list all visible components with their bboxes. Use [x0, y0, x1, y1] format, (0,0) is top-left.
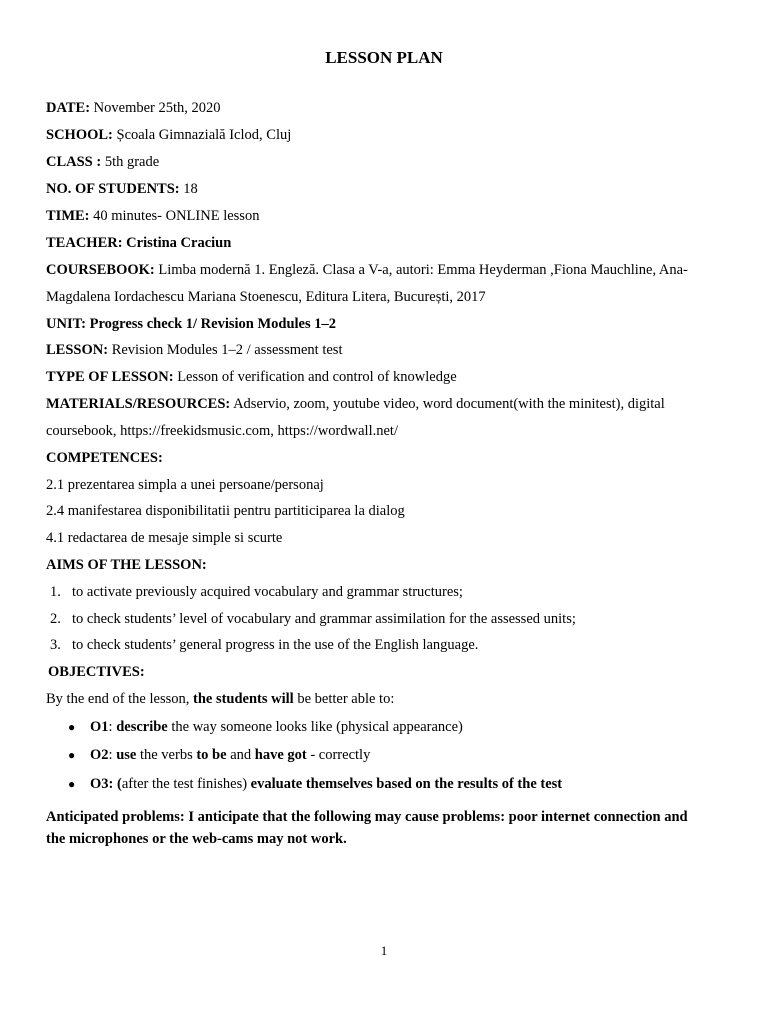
competence-item: 2.1 prezentarea simpla a unei persoane/personaj	[46, 477, 324, 493]
time-value: 40 minutes- ONLINE lesson	[89, 208, 260, 224]
teacher-label: TEACHER:	[46, 235, 123, 251]
o1-code: O1	[90, 719, 109, 735]
type-value: Lesson of verification and control of knowledge	[173, 369, 457, 385]
aim-item: to check students’ general progress in the use of the English language.	[72, 637, 479, 653]
students-label: NO. OF STUDENTS:	[46, 181, 180, 197]
lesson-label: LESSON:	[46, 342, 109, 358]
objectives-intro	[46, 691, 728, 708]
o2-to-be: to be	[196, 747, 227, 763]
o3-rest: evaluate themselves based on the results of the test	[247, 776, 563, 792]
bullet-icon: ●	[68, 777, 76, 791]
date-line	[46, 100, 728, 117]
o3-mid: after the test finishes)	[121, 776, 248, 792]
coursebook-label: COURSEBOOK:	[46, 262, 155, 278]
lesson-line	[46, 342, 728, 359]
class-line	[46, 154, 728, 171]
o1-rest: the way someone looks like (physical appearance)	[167, 719, 463, 735]
o2-have-got: have got	[254, 747, 307, 763]
intro-text: By the end of the lesson,	[46, 691, 193, 707]
intro-text-end: be better able to:	[293, 691, 395, 707]
materials-value: Adservio, zoom, youtube video, word document(with the minitest), digital	[230, 396, 665, 412]
o2-rest: - correctly	[306, 747, 371, 763]
o2-mid: the verbs	[136, 747, 197, 763]
materials-label: MATERIALS/RESOURCES:	[46, 396, 231, 412]
o2-code: O2	[90, 747, 109, 763]
o3-paren: (	[113, 776, 122, 792]
coursebook-value: Limba modernă 1. Engleză. Clasa a V-a, autori: Emma Heyderman ,Fiona Mauchline, Ana-	[154, 262, 688, 278]
students-line	[46, 181, 728, 198]
unit-line	[46, 316, 728, 333]
date-label: DATE:	[46, 100, 91, 116]
class-label: CLASS :	[46, 154, 102, 170]
school-line	[46, 127, 728, 144]
time-line	[46, 208, 728, 225]
unit-value: Progress check 1/ Revision Modules 1–2	[86, 316, 336, 332]
o1-verb: describe	[116, 719, 168, 735]
bullet-icon: ●	[68, 720, 76, 734]
o2-verb: use	[116, 747, 137, 763]
o1-sep: :	[108, 719, 117, 735]
coursebook-line-2: Magdalena Iordachescu Mariana Stoenescu, Editura Litera, București, 2017	[46, 289, 486, 305]
aim-number: 3.	[50, 637, 61, 653]
objective-o3	[90, 776, 562, 793]
page-number: 1	[380, 943, 388, 958]
objective-o1	[90, 719, 463, 736]
aim-item: to activate previously acquired vocabulary and grammar structures;	[72, 584, 463, 600]
coursebook-line	[46, 262, 728, 279]
teacher-line	[46, 235, 728, 252]
o2-and: and	[226, 747, 255, 763]
page-title: LESSON PLAN	[325, 48, 443, 67]
lesson-value: Revision Modules 1–2 / assessment test	[108, 342, 343, 358]
date-value: November 25th, 2020	[90, 100, 221, 116]
materials-line-2: coursebook, https://freekidsmusic.com, https://wordwall.net/	[46, 423, 398, 439]
class-value: 5th grade	[101, 154, 160, 170]
competences-heading: COMPETENCES:	[46, 450, 163, 466]
competence-item: 2.4 manifestarea disponibilitatii pentru partiticiparea la dialog	[46, 503, 405, 519]
school-value: Școala Gimnazială Iclod, Cluj	[112, 127, 292, 143]
objectives-heading: OBJECTIVES:	[48, 664, 145, 680]
bullet-icon: ●	[68, 748, 76, 762]
competence-item: 4.1 redactarea de mesaje simple si scurte	[46, 530, 283, 546]
materials-line	[46, 396, 728, 413]
anticipated-problems-2: the microphones or the web-cams may not work.	[46, 831, 347, 847]
intro-bold: the students will	[193, 691, 294, 707]
objective-o2	[90, 747, 370, 764]
aim-number: 2.	[50, 611, 61, 627]
unit-label: UNIT:	[46, 316, 87, 332]
time-label: TIME:	[46, 208, 90, 224]
anticipated-problems: Anticipated problems: I anticipate that the following may cause problems: poor internet connection and	[46, 809, 688, 825]
type-label: TYPE OF LESSON:	[46, 369, 174, 385]
o3-code: O3:	[90, 776, 114, 792]
aim-number: 1.	[50, 584, 61, 600]
school-label: SCHOOL:	[46, 127, 113, 143]
o2-sep: :	[108, 747, 117, 763]
students-value: 18	[179, 181, 198, 197]
teacher-value: Cristina Craciun	[122, 235, 232, 251]
aim-item: to check students’ level of vocabulary and grammar assimilation for the assessed units;	[72, 611, 576, 627]
aims-heading: AIMS OF THE LESSON:	[46, 557, 207, 573]
type-line	[46, 369, 728, 386]
